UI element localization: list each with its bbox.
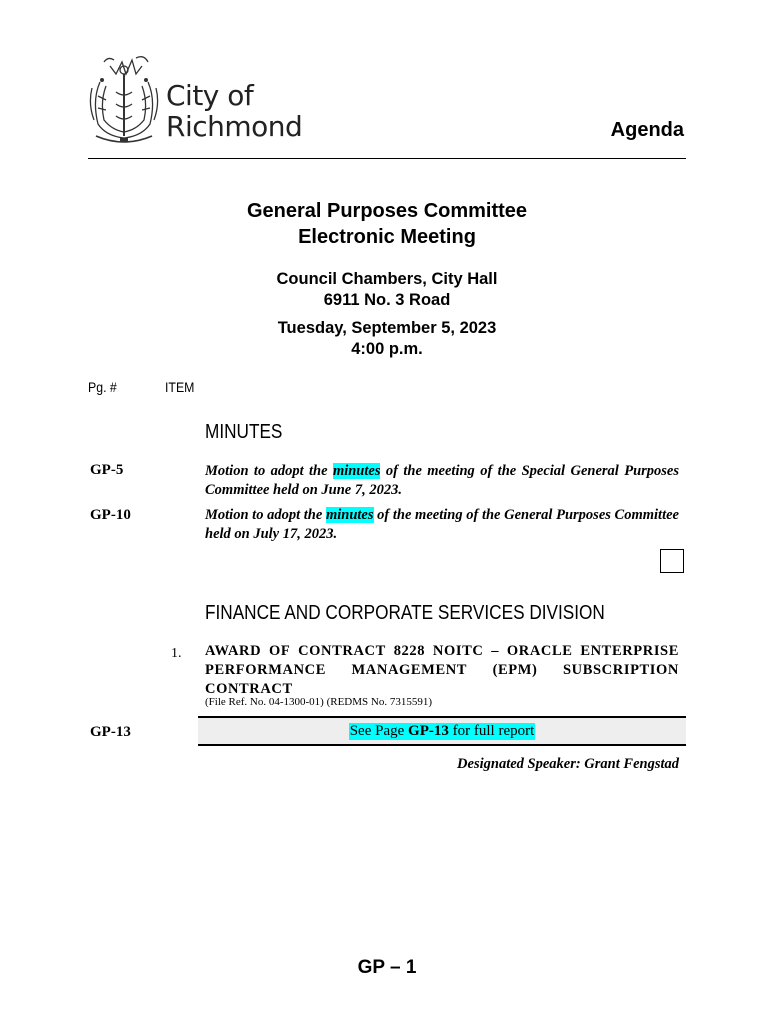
meeting-location bbox=[88, 269, 686, 311]
meeting-address: 6911 No. 3 Road bbox=[323, 291, 451, 309]
report-link-post: for full report bbox=[448, 723, 535, 739]
city-name-line1: City of bbox=[166, 79, 254, 112]
motion-text-post: of the meeting of the General Purposes Committee held on July 17, 2023. bbox=[205, 507, 679, 542]
designated-speaker: Designated Speaker: Grant Fengstad bbox=[457, 756, 679, 772]
motion-text bbox=[205, 462, 679, 500]
report-link-pre: See Page bbox=[349, 723, 409, 739]
section-title-minutes: MINUTES bbox=[205, 421, 283, 443]
item-title-word: ENTERPRISE bbox=[580, 643, 679, 659]
column-header-item: ITEM bbox=[165, 379, 195, 395]
item-title-word: AWARD bbox=[205, 643, 262, 659]
item-title-word: ORACLE bbox=[506, 643, 573, 659]
meeting-date: Tuesday, September 5, 2023 bbox=[277, 319, 497, 337]
meeting-datetime bbox=[88, 318, 686, 360]
city-crest-icon bbox=[86, 52, 162, 148]
item-title-word: MANAGEMENT bbox=[351, 662, 468, 678]
item-title bbox=[205, 642, 679, 699]
motion-text bbox=[205, 506, 679, 544]
report-link-box bbox=[198, 716, 686, 746]
item-title-word: (EPM) bbox=[492, 662, 538, 678]
minutes-link[interactable]: minutes bbox=[332, 463, 381, 479]
item-title-word: – bbox=[491, 643, 500, 659]
meeting-venue: Council Chambers, City Hall bbox=[276, 270, 498, 288]
meeting-time: 4:00 p.m. bbox=[351, 340, 423, 358]
item-title-word: PERFORMANCE bbox=[205, 662, 326, 678]
city-name-line2: Richmond bbox=[166, 110, 303, 143]
city-name bbox=[166, 80, 302, 142]
item-title-line: CONTRACT bbox=[205, 681, 293, 697]
report-link[interactable] bbox=[349, 723, 536, 740]
document-type: Agenda bbox=[610, 119, 684, 141]
section-title-finance: FINANCE AND CORPORATE SERVICES DIVISION bbox=[205, 602, 605, 624]
page-ref: GP-5 bbox=[90, 462, 124, 478]
page-number: GP – 1 bbox=[357, 957, 417, 978]
item-title-word: CONTRACT bbox=[298, 643, 386, 659]
report-page-ref: GP-13 bbox=[408, 723, 449, 739]
page-ref: GP-10 bbox=[90, 507, 131, 523]
item-title-word: SUBSCRIPTION bbox=[563, 662, 679, 678]
file-reference: (File Ref. No. 04-1300-01) (REDMS No. 7315591) bbox=[205, 696, 433, 708]
page-ref: GP-13 bbox=[90, 724, 131, 740]
item-title-word: NOITC bbox=[432, 643, 484, 659]
item-title-word: OF bbox=[268, 643, 291, 659]
meeting-title bbox=[88, 198, 686, 250]
item-title-word: 8228 bbox=[393, 643, 426, 659]
item-number: 1. bbox=[171, 646, 182, 661]
approval-checkbox[interactable] bbox=[660, 549, 684, 573]
item-title-line bbox=[205, 642, 679, 661]
meeting-format: Electronic Meeting bbox=[298, 226, 476, 248]
column-header-page: Pg. # bbox=[88, 379, 117, 395]
item-title-line bbox=[205, 661, 679, 680]
motion-text-post: of the meeting of the Special General Purposes Committee held on June 7, 2023. bbox=[205, 463, 679, 498]
committee-name: General Purposes Committee bbox=[246, 200, 528, 222]
motion-text-pre: Motion to adopt the bbox=[205, 507, 326, 523]
minutes-link[interactable]: minutes bbox=[325, 507, 374, 523]
header-divider bbox=[88, 158, 686, 159]
motion-text-pre: Motion to adopt the bbox=[205, 463, 333, 479]
